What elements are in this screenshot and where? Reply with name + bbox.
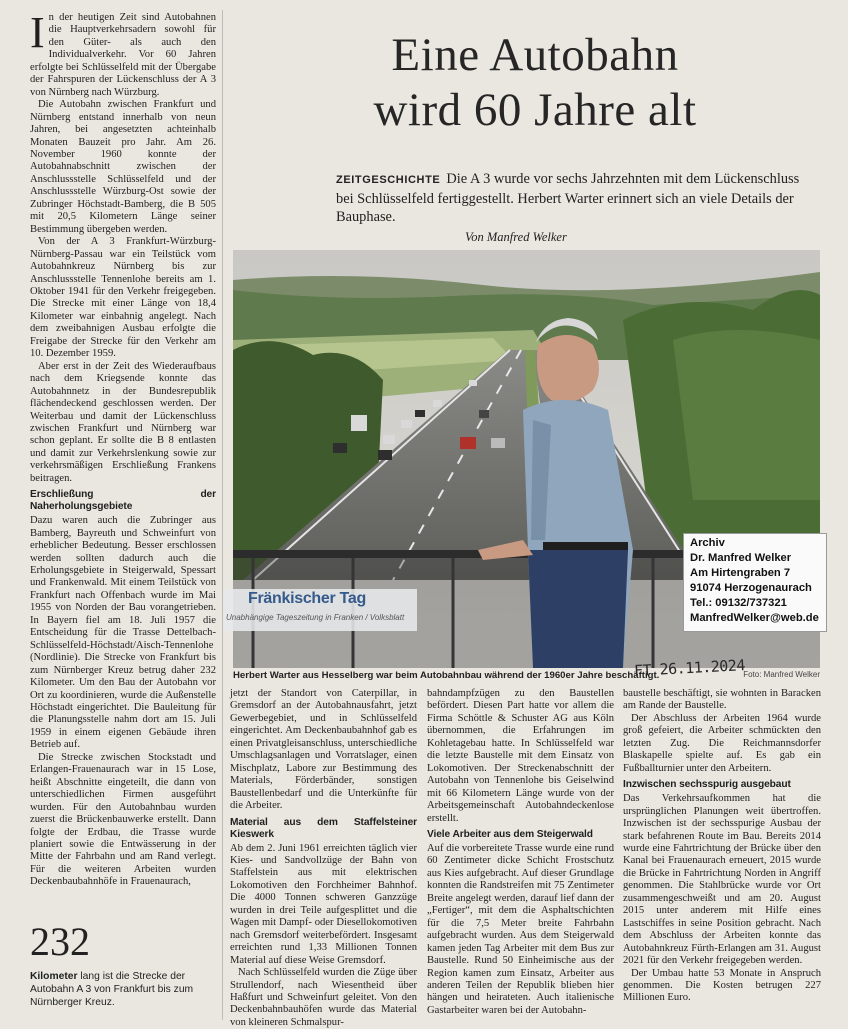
stamp-line: Am Hirtengraben 7 [690, 567, 791, 579]
headline [300, 28, 770, 138]
byline: Von Manfred Welker [465, 230, 567, 244]
subheading: Viele Arbeiter aus dem Steigerwald [427, 828, 593, 840]
paragraph: Auf die vorbereitete Trasse wurde eine rund 60 Zentimeter dicke Schicht Frostschutz aus Kies aufgebracht. Auf dieser Grundlage konnten die Randstreifen mit 75 Zentimeter Breite angelegt werden, darauf lief dann der „Fertiger“, mit dem die Asphaltschichten für die 7,5 Meter breite Fahrbahn aufgebracht wurden. Aus dem Steigerwald kamen jeden Tag Arbeiter mit dem Bus zur Baustelle. Rund 50 Einheimische aus der Region kamen zum Einsatz, Arbeiter aus anderen Teilen der Republik blieben hier hängen und heirateten. Auch italienische Gastarbeiter waren bei der Autobahn- [427, 842, 614, 1016]
column-divider [222, 10, 223, 1020]
newspaper-name: Fränkischer Tag [248, 590, 366, 607]
paragraph: Der Umbau hatte 53 Monate in Anspruch genommen. Die Kosten betrugen 227 Millionen Euro. [623, 967, 821, 1004]
fact-number: 232 [30, 919, 90, 964]
paragraph: Aber erst in der Zeit des Wiederaufbaus nach dem Kriegsende konnte das Autobahnnetz in der Bundesrepublik flächendeckend geschlossen werden. Der Weiterbau und damit der Lückenschluss zwischen Frankfurt und Nürnberg war schon geplant. Er sollte die B 8 entlasten und damit zur Verkehrslenkung sowie zur verkehrsmäßigen Erschließung Frankens beitragen. [30, 360, 216, 484]
paragraph: Von der A 3 Frankfurt-Würzburg-Nürnberg-Passau war ein Teilstück vom Autobahnkreuz Nürnberg bis zur Anschlussstelle Tennenlohe bereits am 1. Oktober 1941 für den Verkehr freigegeben. Die Strecke mit einer Länge von 18,4 Kilometer war einbahnig angelegt. Nach dem zweibahnigen Ausbau erfolgte die Freigabe der Strecke für den Verkehr am 10. Dezember 1959. [30, 236, 216, 360]
teaser [336, 170, 806, 227]
subheading: Material aus dem Staffelsteiner Kieswerk [230, 816, 417, 840]
fact-text [30, 970, 215, 1009]
article-column-3 [427, 688, 614, 1017]
paragraph: Die Autobahn zwischen Frankfurt und Nürnberg entstand innerhalb von neun Jahren, bei angesetzten achteinhalb Monaten Bauzeit pro Jahr. Am 26. November 1960 konnte der Autobahnabschnitt zwischen der Anschlussstelle Schlüsselfeld und der Anschlussstelle Würzburg-Ost sowie der Zubringer Höchstadt-Bamberg, die B 505 mit 20,5 Kilometern Länge seiner Bestimmung übergeben werden. [30, 99, 216, 235]
stamp-line: Tel.: 09132/737321 [690, 597, 787, 609]
stamp-line: Archiv [690, 537, 725, 549]
paragraph: bahndampfzügen zu den Baustellen befördert. Diesen Part hatte vor allem die Firma Schöttle & Schuster AG aus Köln übernommen, die Erfahrungen im Kohletagebau hatte. In Schlüsselfeld war die letzte Baustelle mit dem Einsatz von Lokomotiven. Der Streckenabschnitt der Autobahn von Tennenlohe bis Geiselwind mit 66 Kilometern Länge wurde von der Arbeitsgemeinschaft Autobahndeckenlose erstellt. [427, 688, 614, 824]
headline-line-2: wird 60 Jahre alt [373, 84, 697, 136]
paragraph: Die Strecke zwischen Stockstadt und Erlangen-Frauenaurach war in 15 Lose, heißt Abschnitte eingeteilt, die dann von unterschiedlichen Firmen ausgeführt wurden. Für den Autobahnbau wurden zuerst die Brückenbauwerke erstellt. Dann folgte der Erdbau, die Trasse wurde planiert sowie die Entwässerung in der Mitte der Fahrbahn und am Rand verlegt. Für die weiteren Arbeiten wurden Deckenbaubahnhöfe in Frauenaurach, [30, 751, 216, 888]
article-column-4 [623, 688, 821, 1005]
paragraph: Dazu waren auch die Zubringer aus Bamberg, Bayreuth und Schweinfurt von erheblicher Bedeutung. Besser erschlossen werden sollten dadurch auch die Erholungsgebiete in Steigerwald, Spessart und Frankenwald. Mit einem Teilstück von Frankfurt nach Offenbach wurde im Mai 1955 von Norden der Bau vorangetrieben. In Bayern fiel am 18. Juli 1957 die Entscheidung für die Trasse Dettelbach-Schlüsselfeld-Höchstadt/Aisch-Tennenlohe (Nordlinie). Die Strecke von Frankfurt bis zum Nürnberger Kreuz betrug daher 232 Kilometer. Um den Bau der Autobahn vor Ort zu koordinieren, wurde die Außenstelle Höchstadt eingerichtet. Die Bauleitung für die Planungsstelle nahm dort am 15. Juli 1959 in einem eigenen Gebäude ihren Betrieb auf. [30, 515, 216, 751]
stamp-line: ManfredWelker@web.de [690, 612, 819, 624]
paragraph: baustelle beschäftigt, sie wohnten in Baracken am Rande der Baustelle. [623, 688, 821, 712]
paragraph: n der heutigen Zeit sind Autobahnen die Hauptverkehrsadern sowohl für den Güter- als auch den Individualverkehr. Vor 60 Jahren erfolgte bei Schlüsselfeld mit der Übergabe der Fahrspuren der Lückenschluss der A 3 von Nürnberg nach Würzburg. [30, 12, 216, 98]
drop-cap: I [30, 8, 45, 57]
paragraph: Das Verkehrsaufkommen hat die ursprünglichen Planungen weit übertroffen. Inzwischen ist der sechsspurige Ausbau der stark befahrenen Route im Bau. Bereits 2014 wurde eine Fahrtrichtung der Brücke über den Kanal bei Frauenaurach erneuert, 2015 wurde die Brücke in Fahrtrichtung Norden in Angriff genommen. Die Stahlbrücke wurde vor Ort zusammengeschweißt und am 20. August 2015 unter anderem mit Hilfe eines Lastschiffes in seine Position gebracht. Nach dem Abschluss der Arbeiten konnte das Autobahnkreuz Fürth-Erlangen am 31. August 2021 für den Verkehr freigegeben werden. [623, 793, 821, 967]
paragraph: Ab dem 2. Juni 1961 erreichten täglich vier Kies- und Sandvollzüge der Bahn von Staffelstein aus mit elektrischen Lokomotiven den Forchheimer Bahnhof. Die 4000 Tonnen schweren Ganzzüge wurden in drei Teile aufgesplittet und die Wagen mit Dampf- oder Diesellokomotiven nach Gremsdorf weiterbefördert. Insgesamt erreichten rund 1,33 Millionen Tonnen Material auf diese Weise Gremsdorf. [230, 842, 417, 966]
fact-text-rest: lang ist die Strecke der Autobahn A 3 von Frankfurt bis zum Nürnberger Kreuz. [30, 971, 194, 1008]
paragraph: jetzt der Standort von Caterpillar, in Gremsdorf an der Autobahnausfahrt, jetzt Gewerbegebiet, und in Schlüsselfeld eingerichtet. Am Deckenbaubahnhof gab es einen Privatgleisanschluss, unterschiedliche Umschlagsanlagen und Vorratslager, einen Mischplatz, Labore zur Bestimmung des Materials, Förderbänder, sonstigen Baustellenbedarf und die Unterkünfte für die Arbeiter. [230, 688, 417, 812]
stamp-line: Dr. Manfred Welker [690, 552, 792, 564]
paragraph: Nach Schlüsselfeld wurden die Züge über Strullendorf, nach Wiesentheid über Haßfurt und Schweinfurt geleitet. Von den Deckenbahnbauhöfen wurde das Material von kleineren Schmalspur- [230, 967, 417, 1028]
article-column-2 [230, 688, 417, 1029]
caption-text: Herbert Warter aus Hesselberg war beim Autobahnbau während der 1960er Jahre beschäftigt. [233, 670, 660, 681]
teaser-text: Die A 3 wurde vor sechs Jahrzehnten mit dem Lückenschluss bei Schlüsselfeld fertiggestellt. Herbert Warter erinnert sich an viele Details der Bauphase. [336, 171, 800, 225]
newspaper-tagline: Unabhängige Tageszeitung in Franken / Volksblatt [226, 613, 405, 622]
photo-credit: Foto: Manfred Welker [743, 670, 820, 679]
fact-text-bold: Kilometer [30, 971, 78, 982]
kicker: ZEITGESCHICHTE [336, 174, 441, 186]
article-column-1 [30, 8, 216, 889]
headline-line-1: Eine Autobahn [391, 29, 679, 81]
archive-stamp [683, 533, 827, 632]
stamp-line: 91074 Herzogenaurach [690, 582, 812, 594]
handwritten-note: FT 26.11.2024 [633, 656, 746, 680]
paragraph: Der Abschluss der Arbeiten 1964 wurde groß gefeiert, die Arbeiter schmückten den letzten Zug. Die Reichmannsdorfer Blaskapelle spielte auf. Es gab ein Fußballturnier unter den Arbeitern. [623, 712, 821, 774]
subheading: Erschließung der Naherholungsgebiete [30, 489, 216, 513]
newspaper-logo [222, 589, 417, 631]
subheading: Inzwischen sechsspurig ausgebaut [623, 779, 791, 791]
